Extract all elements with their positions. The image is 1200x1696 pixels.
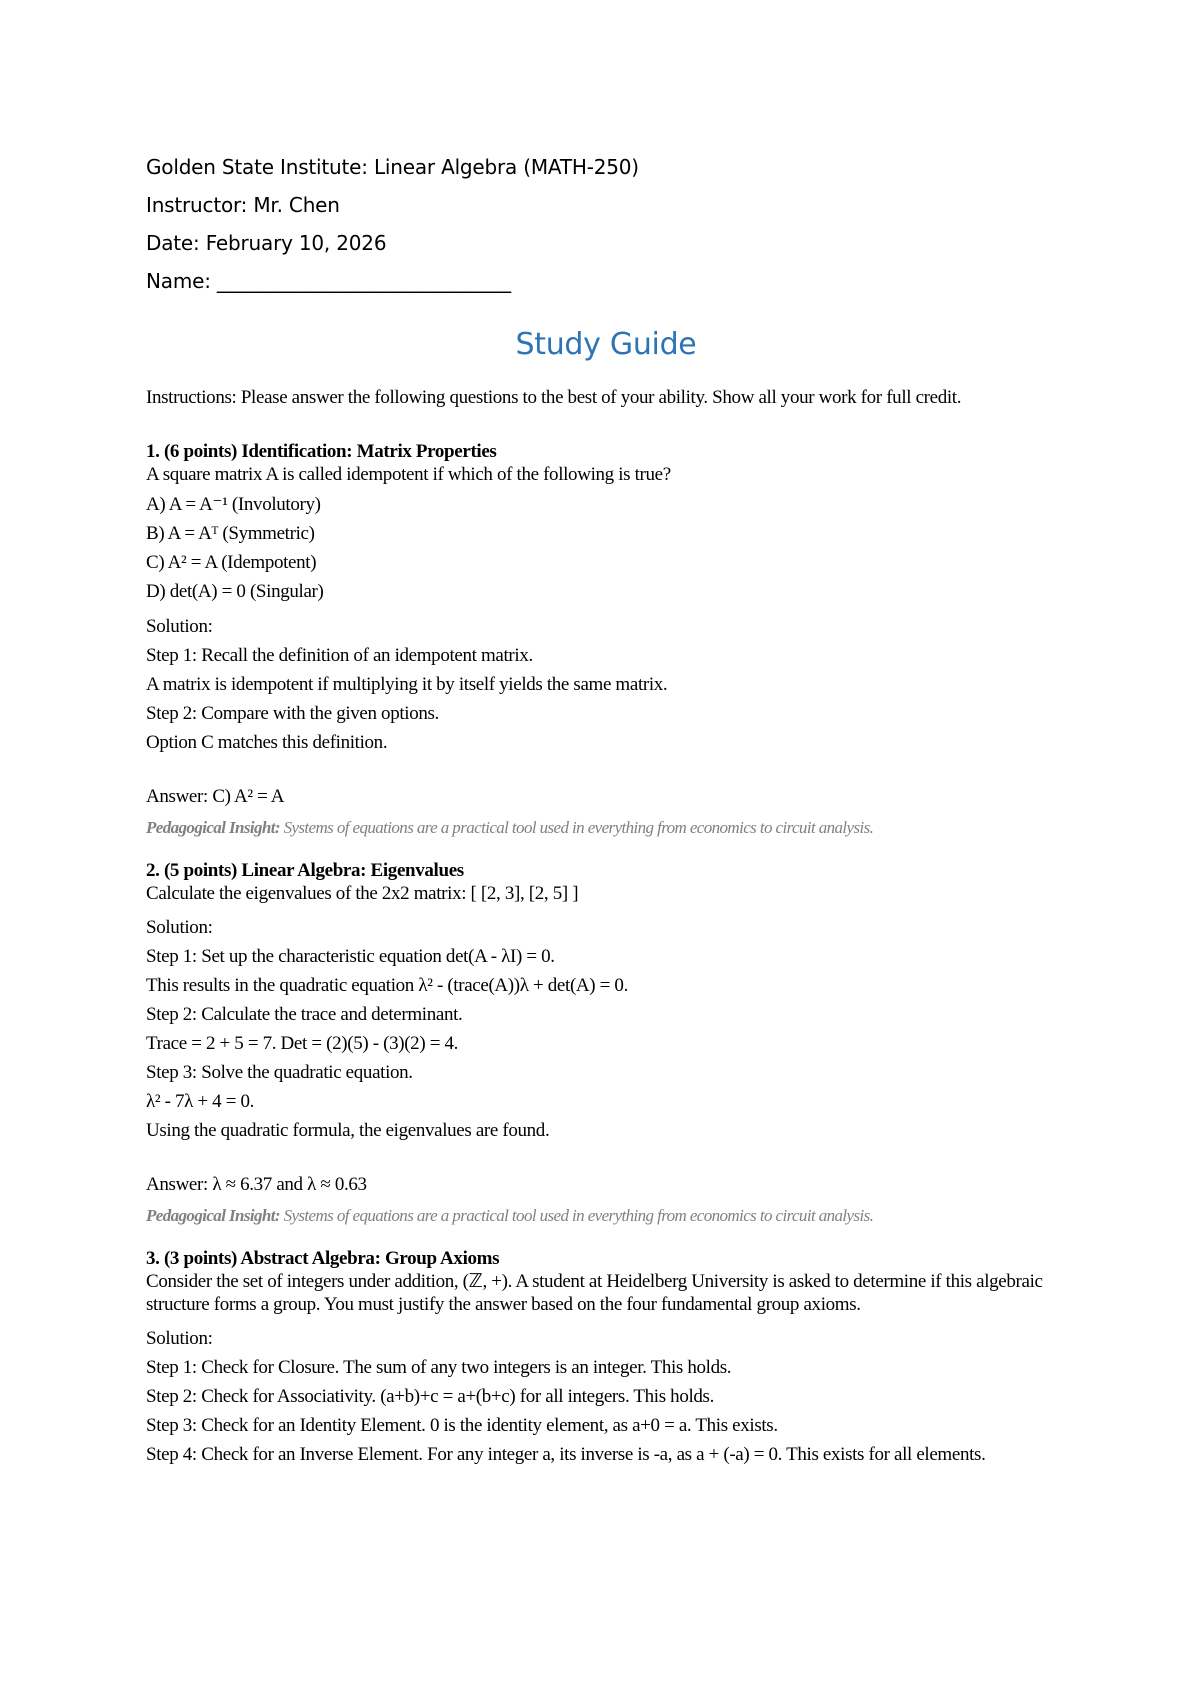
course-heading: Golden State Institute: Linear Algebra (MATH-250) bbox=[146, 155, 639, 179]
solution-step: Step 2: Compare with the given options. bbox=[146, 703, 439, 724]
question-prompt: Consider the set of integers under addition, (ℤ, +). A student at Heidelberg University is asked to determine if this algebraic structure forms a group. You must justify the answer based on the four fundamental group axioms. bbox=[146, 1271, 1043, 1315]
option-d: D) det(A) = 0 (Singular) bbox=[146, 581, 324, 602]
answer-line: Answer: λ ≈ 6.37 and λ ≈ 0.63 bbox=[146, 1174, 367, 1195]
date-line: Date: February 10, 2026 bbox=[146, 231, 387, 255]
document-page bbox=[146, 148, 1066, 1466]
question-2 bbox=[146, 860, 1066, 1228]
instructor-line: Instructor: Mr. Chen bbox=[146, 193, 340, 217]
solution-label: Solution: bbox=[146, 917, 213, 938]
solution-step: A matrix is idempotent if multiplying it by itself yields the same matrix. bbox=[146, 674, 668, 695]
solution-step: Step 1: Check for Closure. The sum of any two integers is an integer. This holds. bbox=[146, 1357, 732, 1378]
solution-step: Step 2: Calculate the trace and determinant. bbox=[146, 1004, 463, 1025]
page-title: Study Guide bbox=[515, 327, 697, 362]
insight-text: Systems of equations are a practical tool used in everything from economics to circuit analysis. bbox=[279, 818, 874, 837]
solution-step: Option C matches this definition. bbox=[146, 732, 388, 753]
solution-step: This results in the quadratic equation λ² - (trace(A))λ + det(A) = 0. bbox=[146, 975, 628, 996]
pedagogical-insight bbox=[146, 815, 1066, 840]
name-line: Name: ______________________________ bbox=[146, 269, 511, 293]
insight-text: Systems of equations are a practical tool used in everything from economics to circuit analysis. bbox=[279, 1206, 874, 1225]
option-c: C) A² = A (Idempotent) bbox=[146, 552, 317, 573]
question-title: 1. (6 points) Identification: Matrix Properties bbox=[146, 441, 497, 462]
solution-step: Step 1: Set up the characteristic equation det(A - λI) = 0. bbox=[146, 946, 555, 967]
solution-step: Using the quadratic formula, the eigenvalues are found. bbox=[146, 1120, 550, 1141]
solution-step: Step 1: Recall the definition of an idempotent matrix. bbox=[146, 645, 533, 666]
question-3 bbox=[146, 1248, 1066, 1466]
solution-step: Step 2: Check for Associativity. (a+b)+c = a+(b+c) for all integers. This holds. bbox=[146, 1386, 715, 1407]
question-prompt: Calculate the eigenvalues of the 2x2 matrix: [ [2, 3], [2, 5] ] bbox=[146, 883, 579, 904]
solution-step: Trace = 2 + 5 = 7. Det = (2)(5) - (3)(2) = 4. bbox=[146, 1033, 459, 1054]
solution-step: Step 4: Check for an Inverse Element. For any integer a, its inverse is -a, as a + (-a) = 0. This exists for all elements. bbox=[146, 1444, 986, 1465]
question-prompt: A square matrix A is called idempotent if which of the following is true? bbox=[146, 464, 671, 485]
solution-label: Solution: bbox=[146, 1328, 213, 1349]
solution-label: Solution: bbox=[146, 616, 213, 637]
question-title: 3. (3 points) Abstract Algebra: Group Axioms bbox=[146, 1248, 500, 1269]
solution-step: Step 3: Solve the quadratic equation. bbox=[146, 1062, 413, 1083]
question-title: 2. (5 points) Linear Algebra: Eigenvalues bbox=[146, 860, 464, 881]
pedagogical-insight bbox=[146, 1203, 1066, 1228]
instructions-text: Instructions: Please answer the following questions to the best of your ability. Show all your work for full credit. bbox=[146, 387, 962, 408]
solution-step: λ² - 7λ + 4 = 0. bbox=[146, 1091, 255, 1112]
insight-label: Pedagogical Insight: bbox=[146, 818, 280, 837]
insight-label: Pedagogical Insight: bbox=[146, 1206, 280, 1225]
option-a: A) A = A⁻¹ (Involutory) bbox=[146, 494, 321, 515]
solution-step: Step 3: Check for an Identity Element. 0 is the identity element, as a+0 = a. This exists. bbox=[146, 1415, 778, 1436]
option-b: B) A = Aᵀ (Symmetric) bbox=[146, 523, 315, 544]
answer-line: Answer: C) A² = A bbox=[146, 786, 285, 807]
question-1 bbox=[146, 441, 1066, 840]
